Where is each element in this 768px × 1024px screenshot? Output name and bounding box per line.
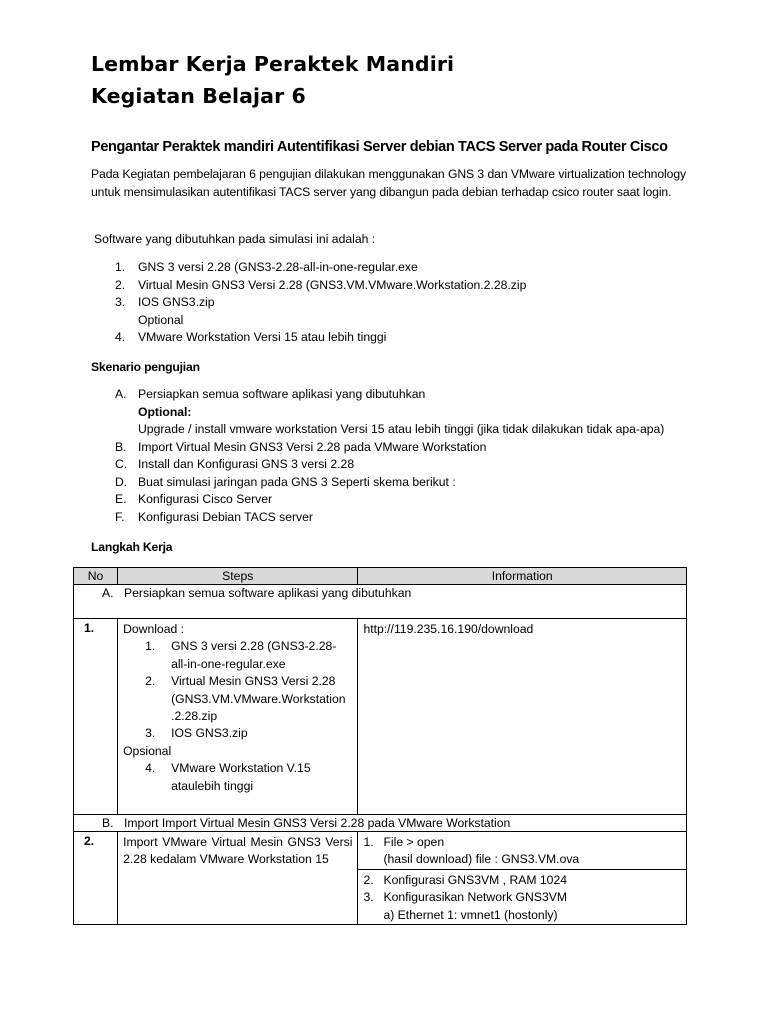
steps-cell bbox=[118, 619, 358, 815]
header-no: No bbox=[74, 568, 118, 585]
header-info: Information bbox=[358, 568, 687, 585]
list-item: 1. GNS 3 versi 2.28 (GNS3-2.28-all-in-one-regular.exe bbox=[115, 260, 418, 274]
list-item: (GNS3.VM.VMware.Workstation bbox=[171, 691, 346, 706]
header-steps: Steps bbox=[118, 568, 358, 585]
software-list bbox=[115, 259, 526, 347]
list-item: 1. GNS 3 versi 2.28 (GNS3-2.28- bbox=[145, 639, 337, 654]
table-row bbox=[74, 815, 687, 832]
download-label: Download : bbox=[123, 622, 185, 636]
section-a: A. Persiapkan semua software aplikasi yang dibutuhkan bbox=[74, 585, 687, 619]
table-header-row bbox=[74, 568, 687, 585]
list-item: 3. IOS GNS3.zip bbox=[115, 295, 215, 309]
software-intro: Software yang dibutuhkan pada simulasi ini adalah : bbox=[94, 232, 376, 246]
scenario-list bbox=[115, 386, 664, 526]
list-item: Optional bbox=[138, 312, 184, 327]
download-link[interactable]: http://119.235.16.190/download bbox=[358, 619, 687, 815]
section-b: B. Import Import Virtual Mesin GNS3 Versi 2.28 pada VMware Workstation bbox=[74, 815, 687, 832]
list-item: Upgrade / install vmware workstation Versi 15 atau lebih tinggi (jika tidak dilakukan tidak apa-apa) bbox=[138, 422, 665, 436]
list-item: ataulebih tinggi bbox=[171, 778, 254, 793]
work-table bbox=[73, 567, 687, 925]
list-item: Optional: bbox=[138, 404, 192, 419]
info-cell bbox=[358, 832, 687, 870]
table-row bbox=[74, 585, 687, 619]
steps-cell: Import VMware Virtual Mesin GNS3 Versi 2.28 kedalam VMware Workstation 15 bbox=[118, 832, 358, 925]
list-item: C. Install dan Konfigurasi GNS 3 versi 2.28 bbox=[115, 457, 355, 471]
list-item: a) Ethernet 1: vmnet1 (hostonly) bbox=[383, 907, 558, 922]
list-item: 3. Konfigurasikan Network GNS3VM bbox=[363, 890, 568, 905]
list-item: A. Persiapkan semua software aplikasi yang dibutuhkan bbox=[115, 387, 426, 401]
intro-heading: Pengantar Peraktek mandiri Autentifikasi Server debian TACS Server pada Router Cisco bbox=[91, 139, 668, 155]
list-item: 2. Konfigurasi GNS3VM , RAM 1024 bbox=[363, 872, 568, 887]
steps-heading: Langkah Kerja bbox=[91, 540, 173, 554]
table-row bbox=[74, 619, 687, 815]
list-item: all-in-one-regular.exe bbox=[171, 656, 286, 671]
list-item: 1. File > open bbox=[363, 835, 445, 849]
list-item: D. Buat simulasi jaringan pada GNS 3 Seperti skema berikut : bbox=[115, 474, 456, 489]
intro-paragraph: Pada Kegiatan pembelajaran 6 pengujian dilakukan menggunakan GNS 3 dan VMware virtualization technology untuk mensimulasikan autentifikasi TACS server yang dibangun pada debian terhadap csico router saat login. bbox=[91, 167, 686, 199]
info-cell bbox=[358, 869, 687, 924]
list-item: .2.28.zip bbox=[171, 709, 218, 724]
opsional-label: Opsional bbox=[123, 743, 172, 758]
list-item: 4. VMware Workstation V.15 bbox=[145, 761, 311, 776]
list-item: (hasil download) file : GNS3.VM.ova bbox=[383, 852, 580, 867]
document-title: Lembar Kerja Peraktek Mandiri bbox=[91, 52, 455, 76]
table-row bbox=[74, 832, 687, 870]
list-item: E. Konfigurasi Cisco Server bbox=[115, 492, 273, 506]
list-item: 2. Virtual Mesin GNS3 Versi 2.28 bbox=[145, 674, 336, 689]
list-item: B. Import Virtual Mesin GNS3 Versi 2.28 pada VMware Workstation bbox=[115, 439, 487, 454]
list-item: F. Konfigurasi Debian TACS server bbox=[115, 509, 313, 524]
scenario-heading: Skenario pengujian bbox=[91, 360, 200, 374]
row-number: 2. bbox=[74, 832, 118, 925]
document-subtitle: Kegiatan Belajar 6 bbox=[91, 84, 306, 108]
list-item: 2. Virtual Mesin GNS3 Versi 2.28 (GNS3.VM.VMware.Workstation.2.28.zip bbox=[115, 277, 527, 292]
list-item: 4. VMware Workstation Versi 15 atau lebih tinggi bbox=[115, 330, 387, 344]
row-number: 1. bbox=[74, 619, 118, 815]
list-item: 3. IOS GNS3.zip bbox=[145, 726, 248, 741]
